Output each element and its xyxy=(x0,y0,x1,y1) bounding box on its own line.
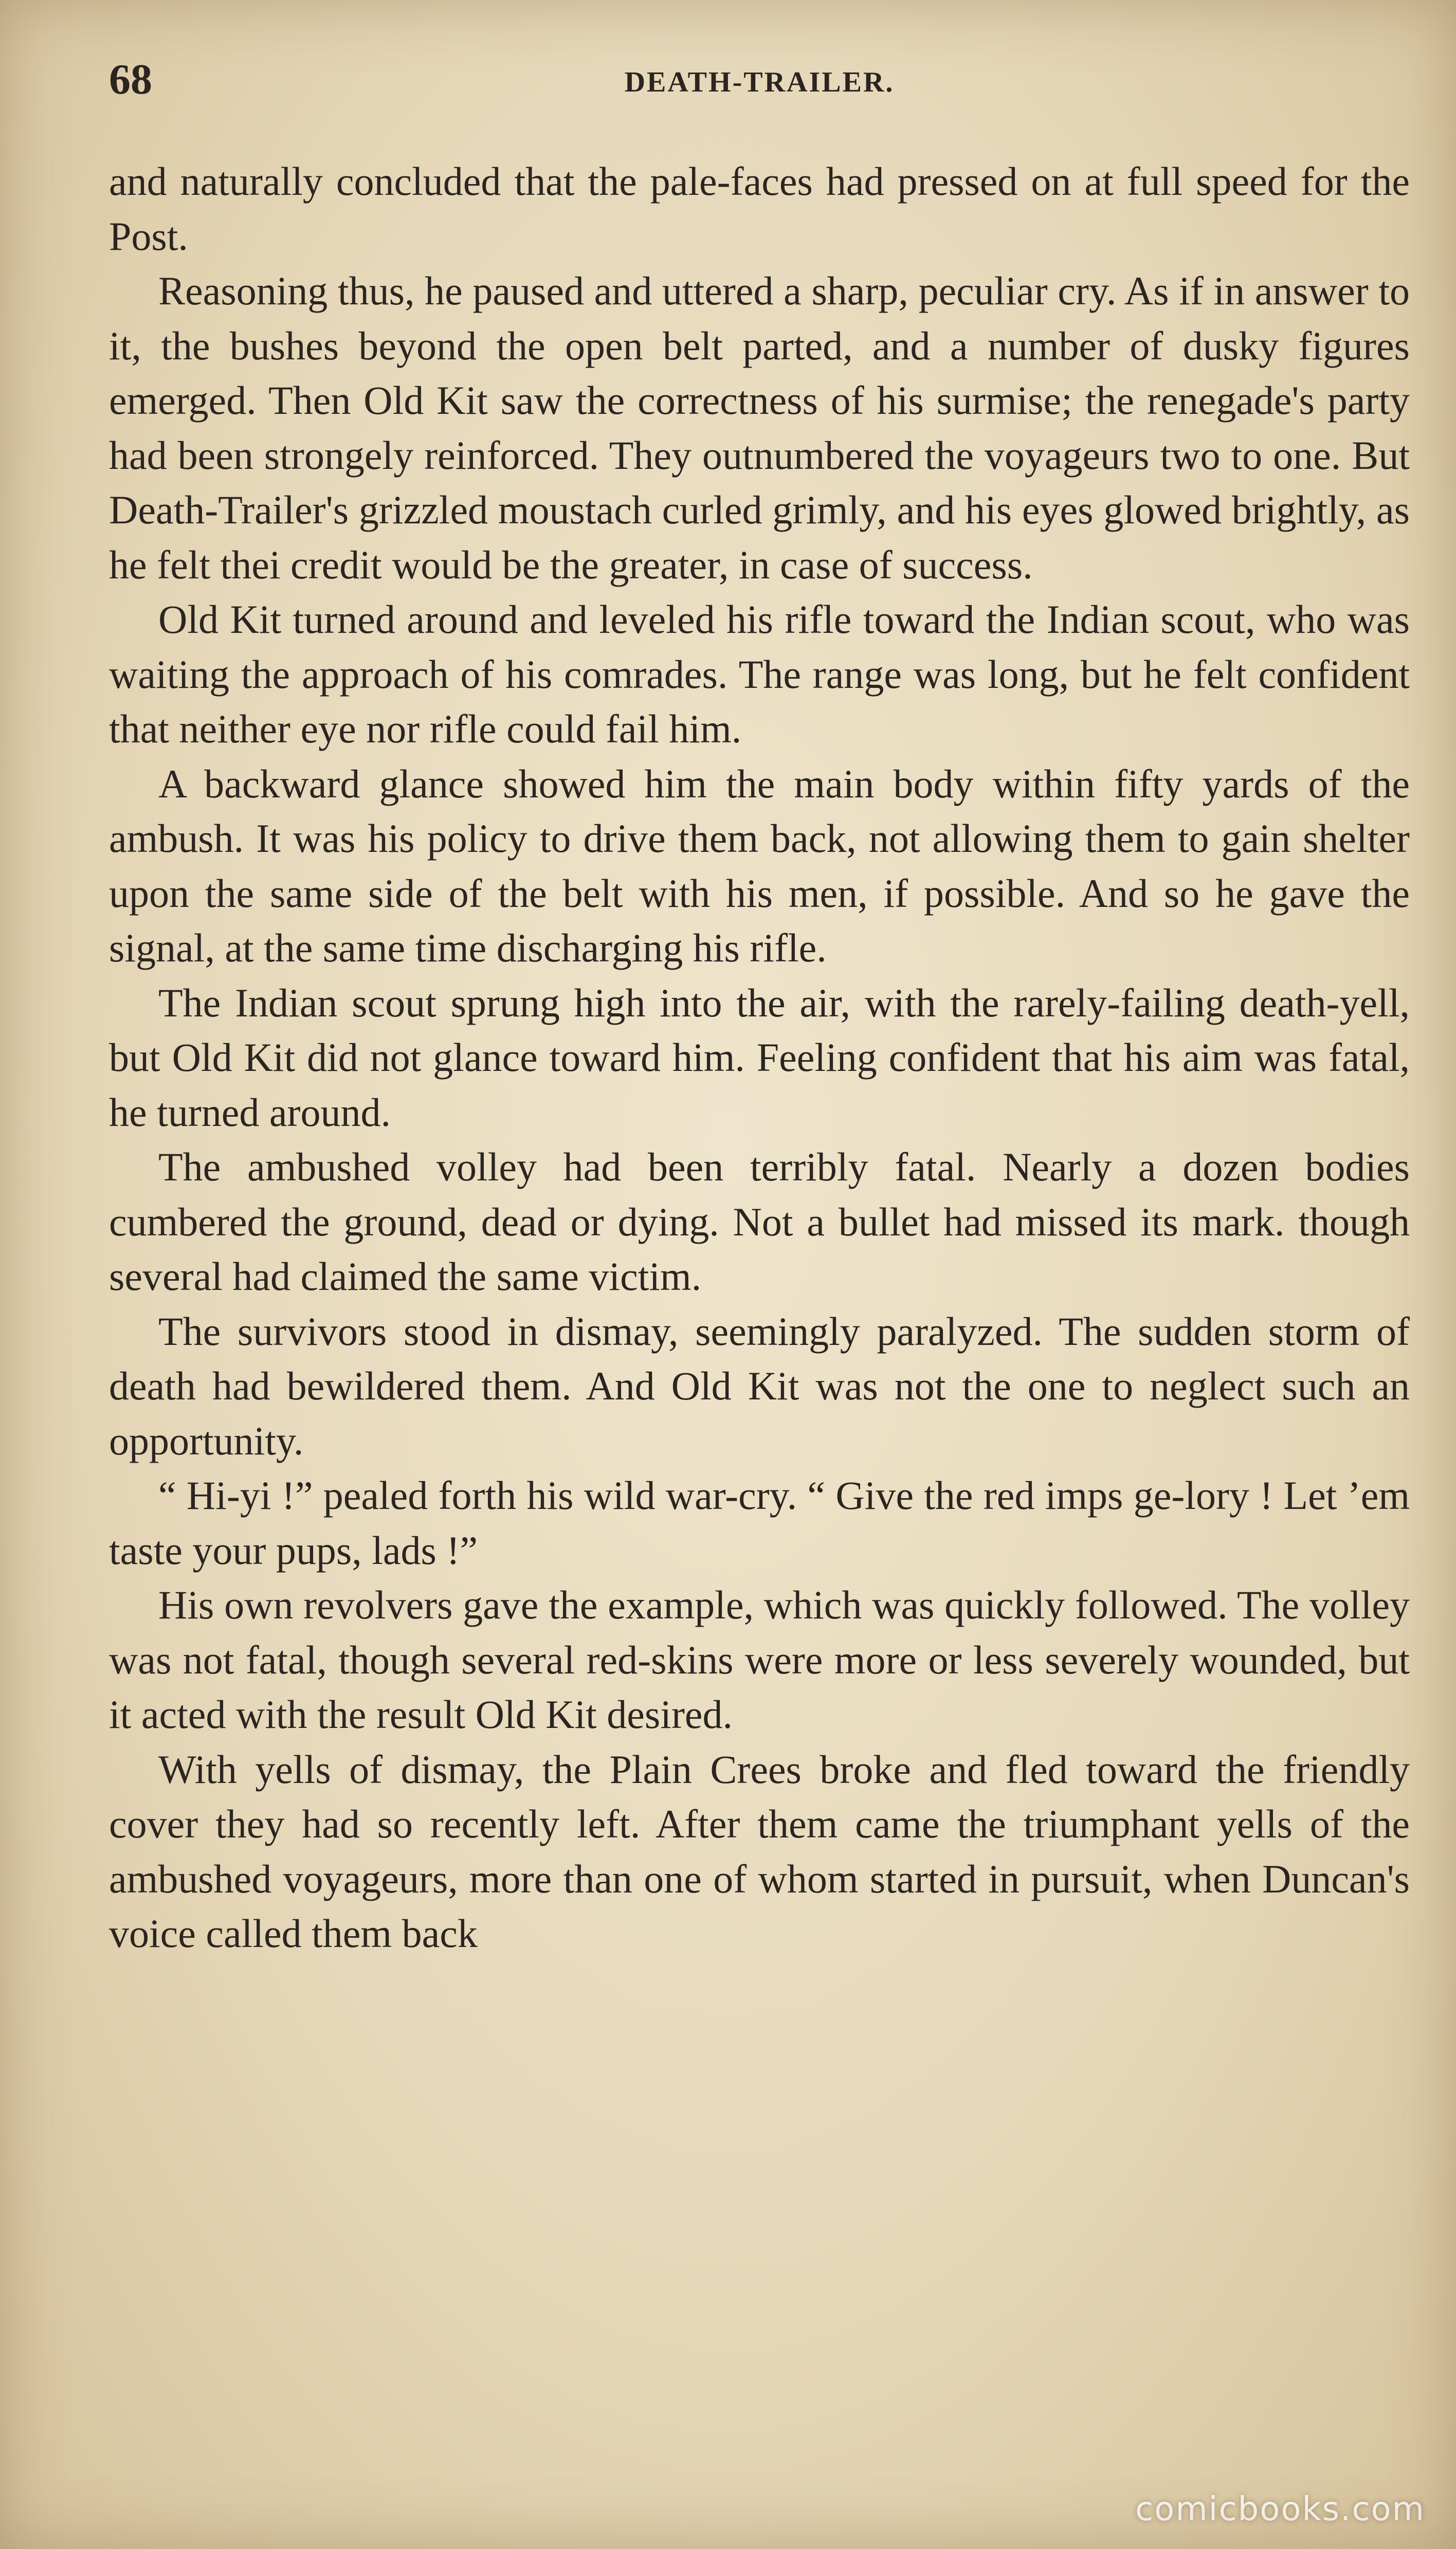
paragraph-5: The Indian scout sprung high into the air, with the rarely-failing death-yell, but Old Kit did not glance toward him. Feeling confident that his aim was fatal, he turned around. xyxy=(109,980,1410,1135)
paragraph-6: The ambushed volley had been terribly fatal. Nearly a dozen bodies cumbered the ground, dead or dying. Not a bullet had missed its mark. though several had claimed the same victim. xyxy=(109,1144,1410,1299)
paragraph-3: Old Kit turned around and leveled his rifle toward the Indian scout, who was waiting the approach of his comrades. The range was long, but he felt confident that neither eye nor rifle could fail him. xyxy=(109,597,1410,751)
page-header xyxy=(109,51,1410,108)
paragraph-1: and naturally concluded that the pale-faces had pressed on at full speed for the Post. xyxy=(109,159,1410,259)
running-head: DEATH-TRAILER. xyxy=(624,66,895,98)
paragraph-7: The survivors stood in dismay, seemingly paralyzed. The sudden storm of death had bewildered them. And Old Kit was not the one to neglect such an opportunity. xyxy=(109,1308,1410,1463)
paragraph-4: A backward glance showed him the main body within fifty yards of the ambush. It was his policy to drive them back, not allowing them to gain shelter upon the same side of the belt with his men, if possible. And so he gave the signal, at the same time discharging his rifle. xyxy=(109,761,1410,970)
site-watermark: comicbooks.com xyxy=(1135,2490,1425,2528)
body-text xyxy=(109,154,1410,1961)
paragraph-10: With yells of dismay, the Plain Crees broke and fled toward the friendly cover they had so recently left. After them came the triumphant yells of the ambushed voyageurs, more than one of whom started in pursuit, when Duncan's voice called them back xyxy=(109,1746,1410,1956)
paragraph-9: His own revolvers gave the example, which was quickly followed. The volley was not fatal, though several red-skins were more or less severely wounded, but it acted with the result Old Kit desired. xyxy=(109,1582,1410,1737)
paragraph-2: Reasoning thus, he paused and uttered a sharp, peculiar cry. As if in answer to it, the bushes beyond the open belt parted, and a number of dusky figures emerged. Then Old Kit saw the correctness of his surmise; the renegade's party had been strongely reinforced. They outnumbered the voyageurs two to one. But Death-Trailer's grizzled moustach curled grimly, and his eyes glowed brightly, as he felt thei credit would be the greater, in case of success. xyxy=(109,268,1410,587)
paragraph-8: “ Hi-yi !” pealed forth his wild war-cry. “ Give the red imps ge-lory ! Let ’em taste your pups, lads !” xyxy=(109,1473,1410,1573)
page-number: 68 xyxy=(109,56,152,103)
